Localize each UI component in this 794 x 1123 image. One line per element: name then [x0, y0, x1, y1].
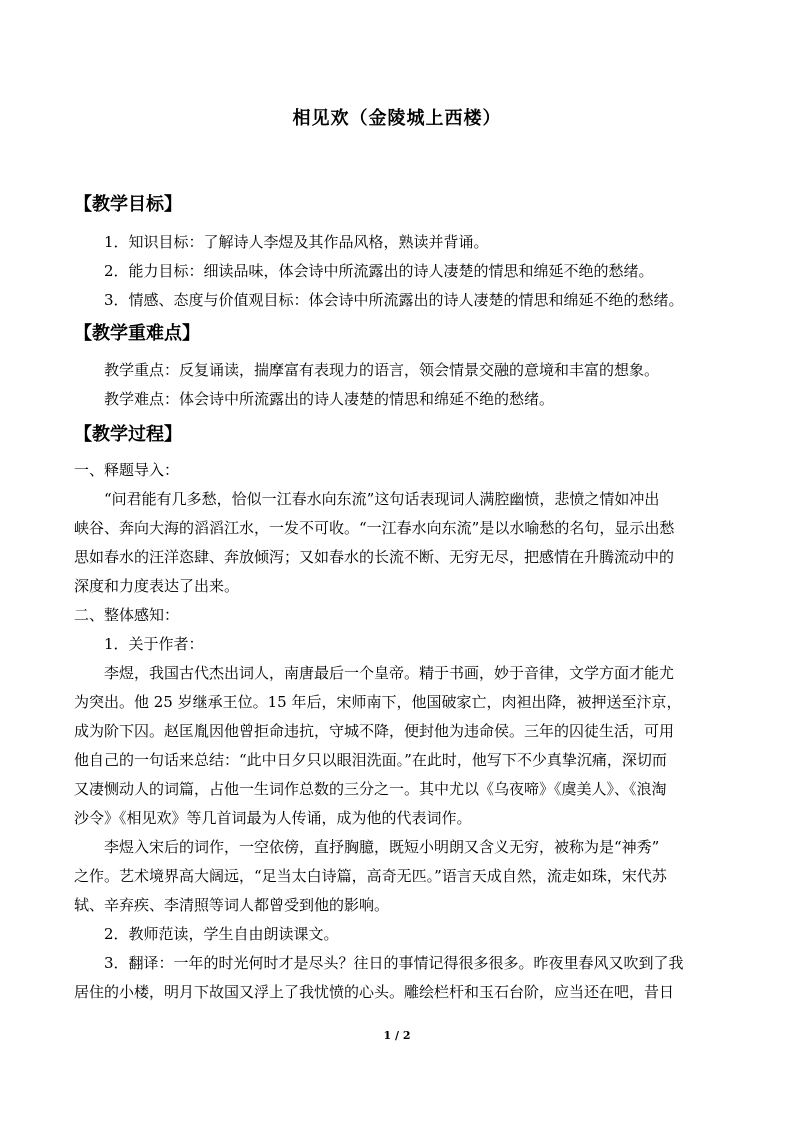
heading-teaching-goals: 【教学目标】 — [74, 194, 182, 215]
author-paragraph-line: 他自己的一句话来总结：“此中日夕只以眼泪洗面。”在此时，他写下不少真挚沉痛，深切而 — [74, 751, 667, 769]
style-paragraph-line: 之作。艺术境界高大阔远，“足当太白诗篇，高奇无匹。”语言天成自然，流走如珠，宋代苏 — [74, 867, 667, 885]
goal-item: 1．知识目标：了解诗人李煜及其作品风格，熟读并背诵。 — [104, 233, 489, 251]
translation-line: 3．翻译：一年的时光何时才是尽头？往日的事情记得很多很多。昨夜里春风又吹到了我 — [104, 954, 684, 972]
intro-paragraph-line: “问君能有几多愁，恰似一江春水向东流”这句话表现词人满腔幽愤，悲愤之情如冲出 — [104, 490, 660, 508]
key-point-item: 教学难点：体会诗中所流露出的诗人凄楚的情思和绵延不绝的愁绪。 — [104, 390, 555, 408]
sub1-title: 1．关于作者： — [104, 635, 204, 653]
translation-line: 居住的小楼，明月下故国又浮上了我忧愤的心头。雕绘栏杆和玉石台阶，应当还在吧，昔日 — [74, 983, 675, 1001]
author-paragraph-line: 沙令》《相见欢》等几首词最为人传诵，成为他的代表词作。 — [74, 809, 472, 827]
author-paragraph-line: 成为阶下囚。赵匡胤因他曾拒命违抗，守城不降，便封他为违命侯。三年的囚徒生活，可用 — [74, 722, 675, 740]
heading-teaching-process: 【教学过程】 — [74, 424, 182, 445]
style-paragraph-line: 李煜入宋后的词作，一空依傍，直抒胸臆，既短小明朗又含义无穷，被称为是“神秀” — [104, 838, 660, 856]
part1-title: 一、释题导入： — [74, 461, 180, 479]
document-title: 相见欢（金陵城上西楼） — [292, 108, 502, 129]
author-paragraph-line: 李煜，我国古代杰出词人，南唐最后一个皇帝。精于书画，妙于音律，文学方面才能尤 — [104, 664, 675, 682]
author-paragraph-line: 为突出。他 25 岁继承王位。15 年后，宋师南下，他国破家亡，肉袒出降，被押送至汴京， — [74, 693, 682, 711]
part2-title: 二、整体感知： — [74, 606, 180, 624]
key-point-item: 教学重点：反复诵读，揣摩富有表现力的语言，领会情景交融的意境和丰富的想象。 — [104, 361, 660, 379]
heading-key-points: 【教学重难点】 — [74, 323, 200, 344]
author-paragraph-line: 又凄恻动人的词篇，占他一生词作总数的三分之一。其中尤以《乌夜啼》《虞美人》、《浪淘 — [74, 780, 667, 798]
style-paragraph-line: 轼、辛弃疾、李清照等词人都曾受到他的影响。 — [74, 896, 390, 914]
intro-paragraph-line: 思如春水的汪洋恣肆、奔放倾泻；又如春水的长流不断、无穷无尽，把感情在升腾流动中的 — [74, 548, 675, 566]
intro-paragraph-line: 深度和力度表达了出来。 — [74, 577, 240, 595]
sub2-item: 2．教师范读，学生自由朗读课文。 — [104, 925, 339, 943]
goal-item: 3．情感、态度与价值观目标：体会诗中所流露出的诗人凄楚的情思和绵延不绝的愁绪。 — [104, 291, 684, 309]
intro-paragraph-line: 峡谷、奔向大海的滔滔江水，一发不可收。“一江春水向东流”是以水喻愁的名句，显示出愁 — [74, 519, 675, 537]
page-number: 1 / 2 — [383, 1029, 411, 1042]
goal-item: 2．能力目标：细读品味，体会诗中所流露出的诗人凄楚的情思和绵延不绝的愁绪。 — [104, 262, 654, 280]
